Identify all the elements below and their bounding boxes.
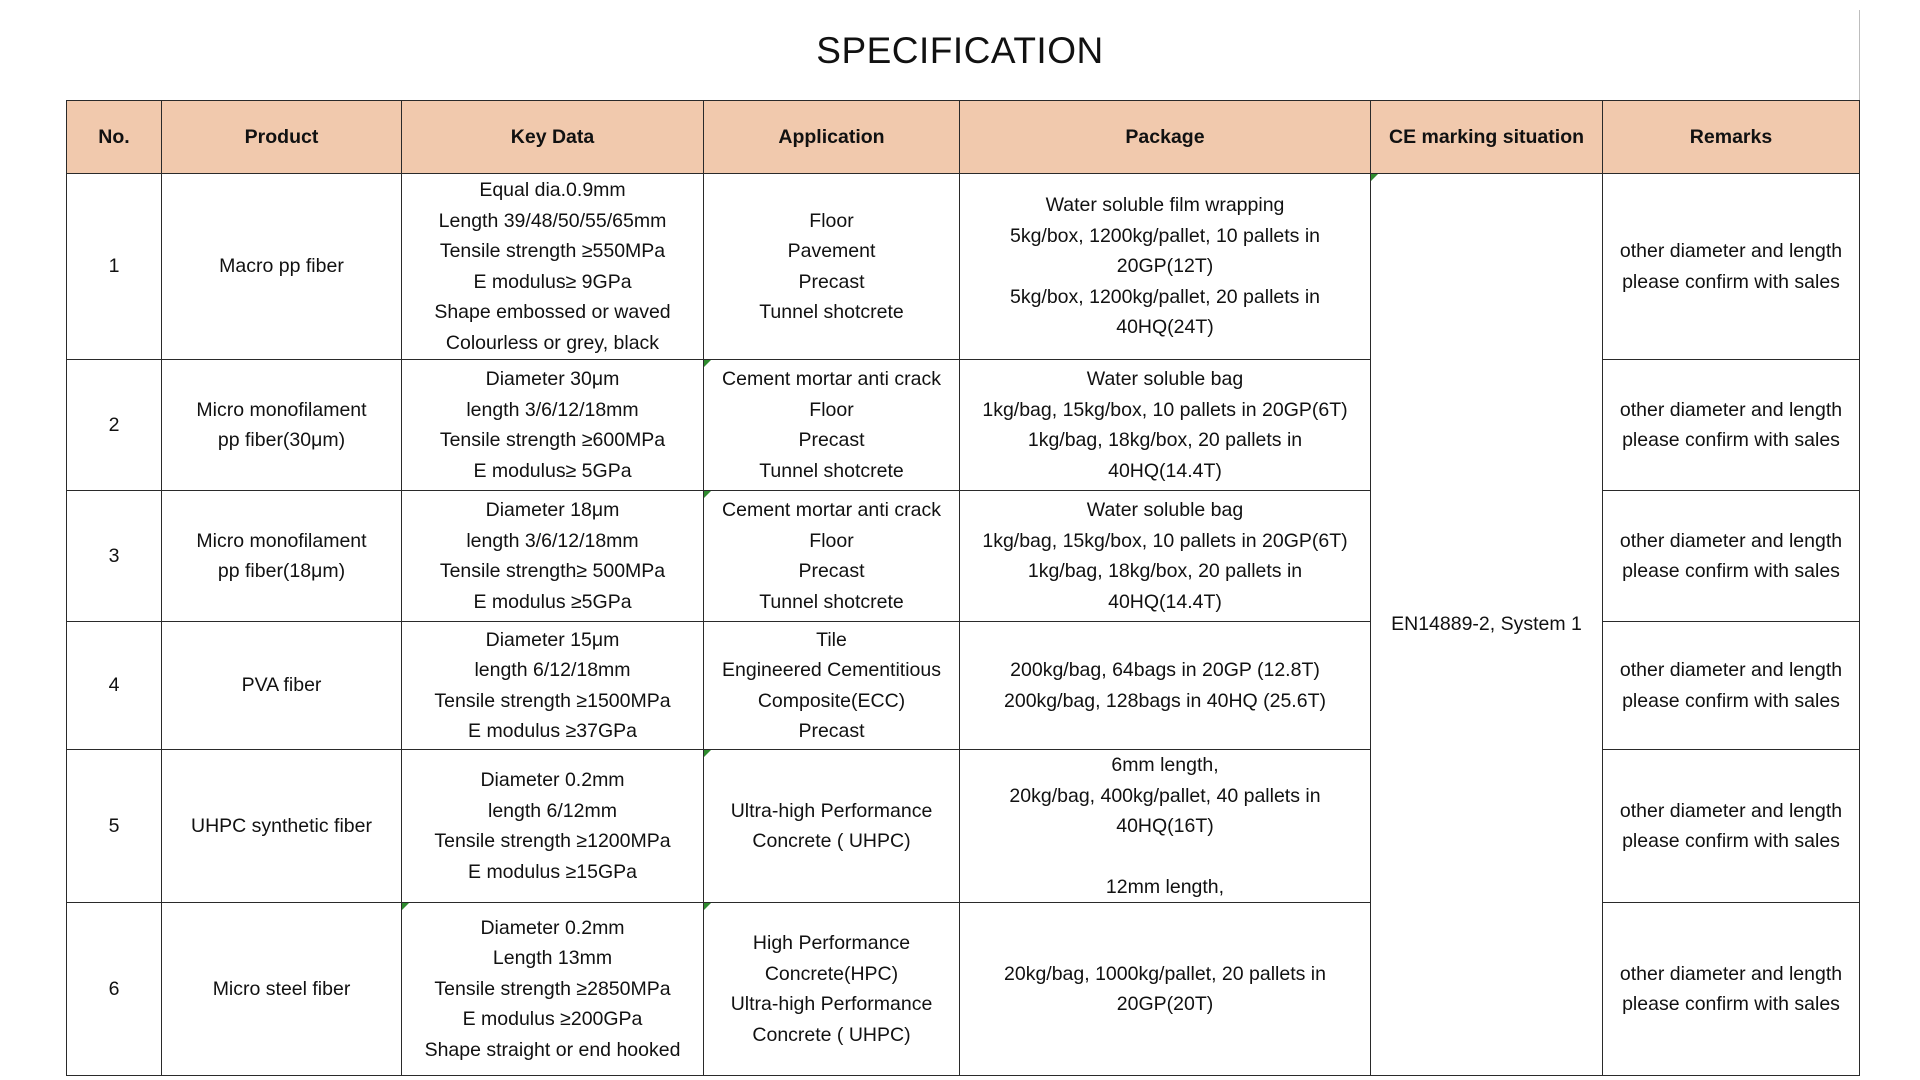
package-cell-line: 40HQ(16T): [1116, 815, 1214, 837]
application-cell-line: Tunnel shotcrete: [759, 459, 904, 482]
key-data-cell: [402, 491, 704, 622]
row-number: 5: [67, 750, 162, 903]
application-cell-line: Tile: [816, 628, 847, 651]
page-title: SPECIFICATION: [816, 30, 1104, 71]
key-data-cell-line: Diameter 0.2mm: [480, 916, 625, 939]
row-number: 4: [67, 622, 162, 750]
table-row: [67, 174, 1860, 360]
remarks-cell: [1603, 174, 1860, 360]
package-cell-line: 12mm length,: [1105, 875, 1225, 898]
application-cell-line: Concrete(HPC): [764, 962, 899, 985]
remarks-cell: [1603, 491, 1860, 622]
package-cell-line: 40HQ(14.4T): [1108, 459, 1222, 482]
application-cell-line: Precast: [798, 720, 865, 742]
page-edge-line: [1859, 10, 1860, 100]
key-data-cell-line: Equal dia.0.9mm: [479, 179, 626, 201]
product-cell-line: Macro pp fiber: [219, 255, 344, 278]
remarks-cell-line: other diameter and length: [1619, 659, 1843, 681]
application-cell-line: Floor: [809, 398, 854, 421]
row-number: 2: [67, 360, 162, 491]
application-cell-line: Ultra-high Performance: [730, 993, 933, 1015]
package-cell: [960, 174, 1371, 360]
product-cell: [162, 622, 402, 750]
product-cell: [162, 360, 402, 491]
application-cell-line: Tunnel shotcrete: [759, 590, 904, 613]
product-cell-line: PVA fiber: [241, 674, 322, 697]
application-cell-line: Precast: [798, 429, 865, 451]
package-cell: [960, 491, 1371, 622]
key-data-cell: [402, 174, 704, 360]
header-application: Application: [704, 101, 960, 174]
package-cell-line: 1kg/bag, 18kg/box, 20 pallets in: [1027, 560, 1303, 582]
key-data-cell-line: Shape straight or end hooked: [424, 1038, 681, 1061]
key-data-cell-line: Colourless or grey, black: [445, 331, 660, 354]
header-no: No.: [67, 101, 162, 174]
key-data-cell-line: E modulus ≥200GPa: [462, 1008, 643, 1031]
product-cell-line: Micro monofilament: [196, 398, 367, 421]
application-cell-line: Engineered Cementitious: [722, 659, 941, 681]
header-key-data: Key Data: [402, 101, 704, 174]
package-cell-line: 40HQ(24T): [1116, 316, 1214, 339]
application-cell: [704, 903, 960, 1076]
key-data-cell-line: Tensile strength ≥600MPa: [439, 429, 666, 451]
key-data-cell-line: E modulus≥ 5GPa: [473, 459, 632, 482]
package-cell: [960, 622, 1371, 750]
remarks-cell: [1603, 903, 1860, 1076]
application-cell-line: Ultra-high Performance: [730, 799, 933, 822]
header-ce-marking: CE marking situation: [1371, 101, 1603, 174]
package-cell: [960, 903, 1371, 1076]
package-cell: [960, 360, 1371, 491]
key-data-cell-line: length 3/6/12/18mm: [466, 529, 639, 552]
remarks-cell-line: other diameter and length: [1619, 529, 1843, 552]
application-cell-line: Tunnel shotcrete: [759, 301, 904, 323]
package-cell-line: 20kg/bag, 1000kg/pallet, 20 pallets in: [1004, 962, 1326, 985]
key-data-cell-line: length 6/12/18mm: [474, 659, 631, 681]
key-data-cell-line: Tensile strength ≥1500MPa: [434, 689, 671, 712]
package-cell-line: 5kg/box, 1200kg/pallet, 20 pallets in: [1009, 285, 1321, 308]
remarks-cell-line: please confirm with sales: [1622, 689, 1840, 712]
package-cell-line: 20kg/bag, 400kg/pallet, 40 pallets in: [1009, 784, 1321, 807]
product-cell-line: Micro steel fiber: [212, 977, 351, 1000]
package-cell-line: 20GP(20T): [1116, 993, 1214, 1015]
remarks-cell-line: please confirm with sales: [1622, 270, 1840, 293]
key-data-cell-line: Length 13mm: [492, 947, 613, 970]
application-cell: [704, 750, 960, 903]
remarks-cell-line: other diameter and length: [1619, 240, 1843, 262]
application-cell-line: High Performance: [752, 932, 911, 954]
key-data-cell-line: Tensile strength ≥1200MPa: [434, 830, 671, 852]
key-data-cell-line: E modulus ≥5GPa: [473, 590, 632, 613]
row-number: 1: [67, 174, 162, 360]
application-cell-line: Floor: [809, 209, 854, 232]
key-data-cell: [402, 750, 704, 903]
application-cell: [704, 360, 960, 491]
header-product: Product: [162, 101, 402, 174]
remarks-cell-line: please confirm with sales: [1622, 429, 1840, 451]
application-cell: [704, 491, 960, 622]
remarks-cell-line: other diameter and length: [1619, 799, 1843, 822]
row-number: 3: [67, 491, 162, 622]
application-cell: [704, 622, 960, 750]
package-cell-line: [964, 842, 1366, 872]
application-cell-line: Precast: [798, 560, 865, 582]
remarks-cell: [1603, 750, 1860, 903]
product-cell: [162, 903, 402, 1076]
header-remarks: Remarks: [1603, 101, 1860, 174]
key-data-cell-line: Tensile strength ≥2850MPa: [434, 977, 671, 1000]
package-cell-line: Water soluble bag: [1086, 499, 1244, 521]
key-data-cell-line: Tensile strength ≥550MPa: [439, 240, 666, 262]
key-data-cell-line: length 6/12mm: [488, 799, 617, 822]
package-cell-line: 5kg/box, 1200kg/pallet, 10 pallets in: [1009, 224, 1321, 247]
application-cell: [704, 174, 960, 360]
header-row: [67, 101, 1860, 174]
package-cell-line: 40HQ(14.4T): [1108, 590, 1222, 613]
package-cell-line: Water soluble film wrapping: [1045, 194, 1285, 217]
header-package: Package: [960, 101, 1371, 174]
application-cell-line: Cement mortar anti crack: [722, 368, 941, 390]
table-body: [67, 174, 1860, 1076]
key-data-cell-line: Diameter 30μm: [485, 368, 620, 390]
key-data-cell-line: Diameter 15μm: [485, 628, 620, 651]
specification-table: [66, 100, 1860, 1076]
package-cell-line: Water soluble bag: [1086, 368, 1244, 390]
product-cell: [162, 491, 402, 622]
remarks-cell-line: please confirm with sales: [1622, 560, 1840, 582]
product-cell: [162, 174, 402, 360]
key-data-cell-line: E modulus ≥37GPa: [468, 720, 637, 742]
application-cell-line: Concrete ( UHPC): [752, 830, 911, 852]
package-cell-line: 200kg/bag, 128bags in 40HQ (25.6T): [1004, 689, 1326, 712]
remarks-cell: [1603, 622, 1860, 750]
key-data-cell: [402, 903, 704, 1076]
application-cell-line: Composite(ECC): [757, 689, 906, 712]
application-cell-line: Concrete ( UHPC): [752, 1023, 911, 1046]
package-cell-line: 1kg/bag, 15kg/box, 10 pallets in 20GP(6T): [982, 398, 1348, 421]
package-cell-line: 200kg/bag, 64bags in 20GP (12.8T): [1010, 659, 1320, 681]
product-cell: [162, 750, 402, 903]
key-data-cell-line: length 3/6/12/18mm: [466, 398, 639, 421]
product-cell-line: UHPC synthetic fiber: [191, 814, 372, 837]
remarks-cell-line: other diameter and length: [1619, 962, 1843, 985]
product-cell-line: pp fiber(30μm): [217, 429, 346, 451]
key-data-cell-line: Tensile strength≥ 500MPa: [439, 560, 666, 582]
key-data-cell-line: Shape embossed or waved: [434, 301, 671, 323]
remarks-cell: [1603, 360, 1860, 491]
product-cell-line: pp fiber(18μm): [217, 560, 346, 582]
key-data-cell-line: Diameter 0.2mm: [480, 769, 625, 791]
package-cell-line: 20GP(12T): [1116, 255, 1214, 278]
ce-marking-cell: EN14889-2, System 1: [1371, 174, 1603, 1076]
package-cell-line: 6mm length,: [1111, 754, 1219, 776]
row-number: 6: [67, 903, 162, 1076]
remarks-cell-line: please confirm with sales: [1622, 993, 1840, 1015]
product-cell-line: Micro monofilament: [196, 529, 367, 552]
application-cell-line: Precast: [798, 270, 865, 293]
remarks-cell-line: other diameter and length: [1619, 398, 1843, 421]
application-cell-line: Cement mortar anti crack: [722, 499, 941, 521]
application-cell-line: Pavement: [787, 240, 876, 262]
package-cell-line: 1kg/bag, 15kg/box, 10 pallets in 20GP(6T): [982, 529, 1348, 552]
key-data-cell-line: Length 39/48/50/55/65mm: [438, 209, 667, 232]
key-data-cell: [402, 622, 704, 750]
key-data-cell-line: E modulus≥ 9GPa: [473, 270, 632, 293]
key-data-cell: [402, 360, 704, 491]
application-cell-line: Floor: [809, 529, 854, 552]
key-data-cell-line: E modulus ≥15GPa: [468, 860, 637, 883]
remarks-cell-line: please confirm with sales: [1622, 830, 1840, 852]
package-cell: [960, 750, 1371, 903]
package-cell-line: 1kg/bag, 18kg/box, 20 pallets in: [1027, 429, 1303, 451]
key-data-cell-line: Diameter 18μm: [485, 499, 620, 521]
